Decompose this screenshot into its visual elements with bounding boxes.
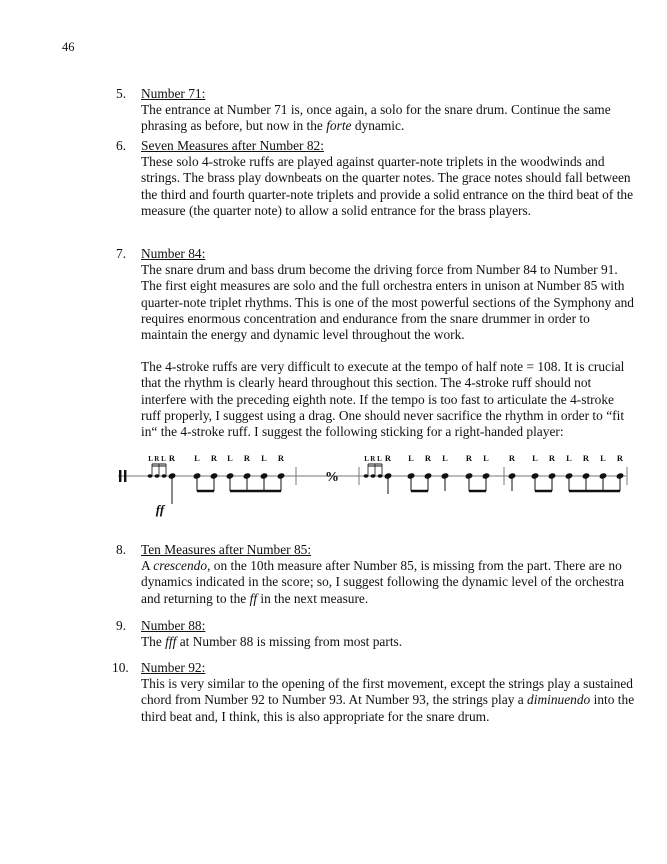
section-heading: Number 92: xyxy=(141,660,206,675)
section-body xyxy=(141,676,636,725)
paragraph xyxy=(141,634,636,650)
sticking-label: R xyxy=(616,453,624,463)
sticking-label: R xyxy=(277,453,285,463)
paragraph xyxy=(141,154,636,219)
sticking-label: L xyxy=(194,453,200,463)
text-run: These solo 4-stroke ruffs are played against quarter-note triplets in the woodwinds and strings. The brass play downbeats on the quarter notes. The grace notes should fall between the third and fourth quarter-note triplets and provide a solid entrance on the third beat of the measure (the quarter note) to allow a solid entrance for the brass players. xyxy=(141,154,634,218)
section-7 xyxy=(116,246,636,440)
sticking-label: L xyxy=(408,453,414,463)
sticking-label: L xyxy=(532,453,538,463)
section-body xyxy=(141,154,636,219)
italic-term: fff xyxy=(165,634,177,650)
paragraph xyxy=(141,676,636,725)
sticking-label: R xyxy=(582,453,590,463)
section-number: 7. xyxy=(116,246,127,261)
text-run: into the third beat and, I think, this is also appropriate for the snare drum. xyxy=(141,692,635,724)
section-10 xyxy=(112,660,636,725)
sticking-label: R xyxy=(243,453,251,463)
sticking-label: L xyxy=(227,453,233,463)
section-heading: Seven Measures after Number 82: xyxy=(141,138,324,153)
sticking-label: R xyxy=(465,453,473,463)
section-heading: Ten Measures after Number 85: xyxy=(141,542,312,557)
sticking-label: L xyxy=(600,453,606,463)
section-heading: Number 88: xyxy=(141,618,206,633)
section-6 xyxy=(116,138,636,219)
text-run: The xyxy=(141,634,166,650)
percussion-clef xyxy=(119,470,121,482)
paragraph xyxy=(141,262,636,343)
text-run: in the next measure. xyxy=(257,590,369,606)
italic-term: forte xyxy=(326,118,352,134)
text-run: The 4-stroke ruffs are very difficult to execute at the tempo of half note = 108. It is crucial that the rhythm is clearly heard throughout this section. The 4-stroke ruff should not interfere with the preceding eighth note. If the tempo is too fast to articulate the 4-stroke ruff properly, I suggest using a drag. One should never sacrifice the rhythm in order to “fit in“ the 4-stroke ruff. I suggest the following sticking for a right-handed player: xyxy=(141,359,625,440)
text-run: A xyxy=(141,558,154,574)
sticking-label: R xyxy=(168,453,176,463)
section-heading: Number 84: xyxy=(141,246,206,261)
text-run: dynamic. xyxy=(351,118,405,134)
section-9 xyxy=(116,618,636,650)
percussion-clef xyxy=(124,470,126,482)
sticking-label: R xyxy=(384,453,392,463)
sticking-label: L xyxy=(566,453,572,463)
paragraph xyxy=(141,102,636,134)
sticking-label: L R L xyxy=(364,455,382,463)
page-number: 46 xyxy=(62,40,75,54)
sticking-label: R xyxy=(508,453,516,463)
measure-repeat-sign: % xyxy=(325,470,339,485)
paragraph xyxy=(141,359,636,440)
section-number: 6. xyxy=(116,138,127,153)
section-heading: Number 71: xyxy=(141,86,206,101)
section-5 xyxy=(116,86,636,135)
section-number: 5. xyxy=(116,86,127,101)
sticking-label: R xyxy=(548,453,556,463)
sticking-notation xyxy=(110,448,630,520)
sticking-label: R xyxy=(210,453,218,463)
italic-term: ff xyxy=(249,590,258,606)
italic-term: diminuendo xyxy=(527,692,591,708)
text-run: The entrance at Number 71 is, once again, a solo for the snare drum. Continue the same phrasing as before, but now in the xyxy=(141,102,611,134)
sticking-label: R xyxy=(424,453,432,463)
italic-term: crescendo xyxy=(153,558,208,574)
text-run: This is very similar to the opening of the first movement, except the strings play a sustained chord from Number 92 to Number 93. At Number 93, the strings play a xyxy=(141,676,634,708)
snare-drum-staff xyxy=(110,448,630,520)
section-body xyxy=(141,634,636,650)
sticking-label: L xyxy=(442,453,448,463)
sticking-label: L xyxy=(483,453,489,463)
section-body xyxy=(141,102,636,134)
sticking-label: L R L xyxy=(148,455,166,463)
sticking-label: L xyxy=(261,453,267,463)
section-8 xyxy=(116,542,636,607)
text-run: at Number 88 is missing from most parts. xyxy=(176,634,403,650)
section-number: 8. xyxy=(116,542,127,557)
section-number: 10. xyxy=(112,660,129,675)
section-body xyxy=(141,262,636,440)
section-body xyxy=(141,558,636,607)
paragraph xyxy=(141,558,636,607)
section-number: 9. xyxy=(116,618,127,633)
text-run: The snare drum and bass drum become the driving force from Number 84 to Number 91. The first eight measures are solo and the full orchestra enters in unison at Number 85 with quarter-note triplet rhythms. This is one of the most powerful sections of the Symphony and requires enormous concentration and endurance from the snare drummer in order to maintain the energy and dynamic level throughout the work. xyxy=(141,262,634,343)
text-run: , on the 10th measure after Number 85, is missing from the part. There are no dynamics indicated in the score; so, I suggest following the dynamic level of the orchestra and returning to the xyxy=(141,558,625,606)
dynamic-marking: ff xyxy=(155,502,165,517)
